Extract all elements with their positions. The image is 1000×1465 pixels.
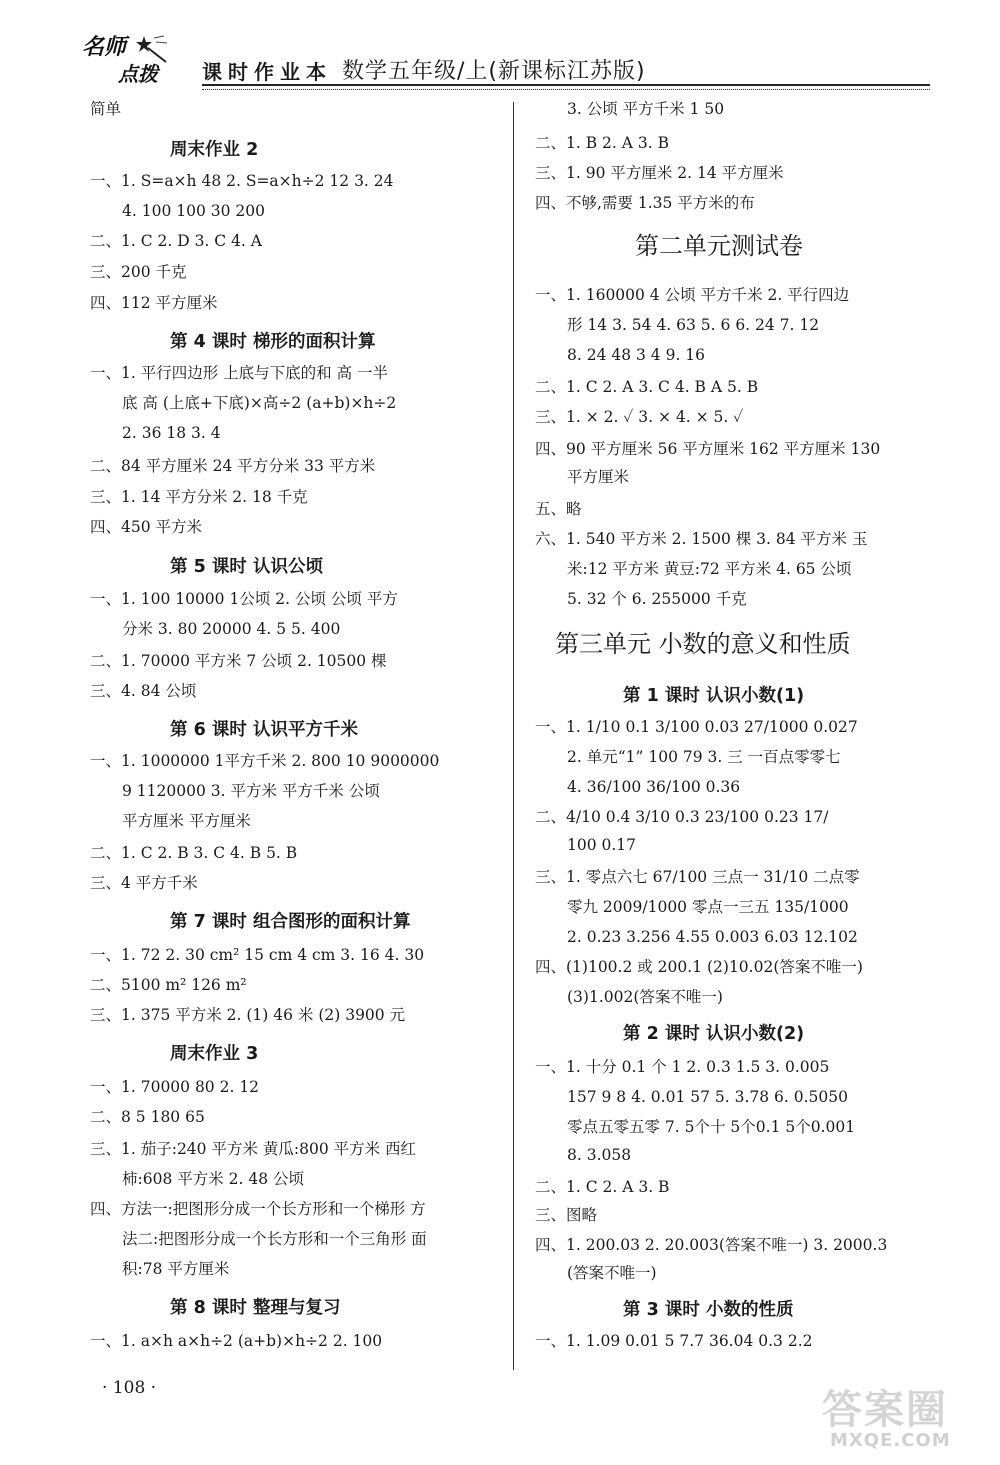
- section-heading: 第 6 课时 认识平方千米: [170, 720, 358, 740]
- section-heading: 第 2 课时 认识小数(2): [623, 1024, 805, 1044]
- answer-line: 一、1. S=a×h 48 2. S=a×h÷2 12 3. 24: [90, 172, 394, 190]
- answer-line: 一、1. 160000 4 公顷 平方千米 2. 平行四边: [535, 286, 850, 304]
- answer-line: 积:78 平方厘米: [122, 1260, 230, 1278]
- answer-line: 米:12 平方米 黄豆:72 平方米 4. 65 公顷: [567, 560, 852, 578]
- answer-line: 4. 36/100 36/100 0.36: [567, 778, 741, 796]
- answer-line: 平方厘米 平方厘米: [122, 812, 251, 830]
- column-divider: [513, 102, 514, 1370]
- answer-line: (答案不唯一): [567, 1264, 657, 1282]
- answer-line: 二、1. B 2. A 3. B: [535, 134, 669, 152]
- answer-line: 三、4 平方千米: [90, 874, 198, 892]
- answer-line: 三、1. 90 平方厘米 2. 14 平方厘米: [535, 164, 784, 182]
- answer-line: 二、1. 70000 平方米 7 公顷 2. 10500 棵: [90, 652, 387, 670]
- answer-line: 8. 3.058: [567, 1146, 632, 1164]
- section-heading: 周末作业 2: [170, 140, 259, 160]
- answer-line: 157 9 8 4. 0.01 57 5. 3.78 6. 0.5050: [567, 1088, 848, 1106]
- watermark: [822, 1378, 982, 1454]
- logo-text-2: 点拨: [118, 62, 158, 86]
- answer-line: 一、1. 1.09 0.01 5 7.7 36.04 0.3 2.2: [535, 1332, 813, 1350]
- answer-line: 形 14 3. 54 4. 63 5. 6 6. 24 7. 12: [567, 316, 820, 334]
- answer-line: 三、1. 375 平方米 2. (1) 46 米 (2) 3900 元: [90, 1006, 406, 1024]
- answer-line: 9 1120000 3. 平方米 平方千米 公顷: [122, 782, 380, 800]
- answer-line: 2. 36 18 3. 4: [122, 424, 221, 442]
- answer-line: 三、1. 14 平方分米 2. 18 千克: [90, 488, 308, 506]
- answer-line: 3. 公顷 平方千米 1 50: [567, 100, 725, 118]
- answer-line: 2. 单元“1” 100 79 3. 三 一百点零零七: [567, 748, 841, 766]
- answer-line: 零点五零五零 7. 5个十 5个0.1 5个0.001: [567, 1118, 856, 1136]
- answer-line: 五、略: [535, 500, 582, 518]
- answer-line: 4. 100 100 30 200: [122, 202, 265, 220]
- answer-line: 四、不够,需要 1.35 平方米的布: [535, 194, 755, 212]
- answer-line: 二、8 5 180 65: [90, 1108, 205, 1126]
- answer-line: 一、1. 平行四边形 上底与下底的和 高 一半: [90, 364, 388, 382]
- answer-line: (3)1.002(答案不唯一): [567, 988, 723, 1006]
- answer-line: 一、1. a×h a×h÷2 (a+b)×h÷2 2. 100: [90, 1332, 383, 1350]
- answer-line: 8. 24 48 3 4 9. 16: [567, 346, 706, 364]
- answer-line: 四、450 平方米: [90, 518, 203, 536]
- unit-title: 第二单元测试卷: [635, 232, 803, 260]
- answer-line: 二、1. C 2. A 3. C 4. B A 5. B: [535, 378, 759, 396]
- watermark-url: MXQE.COM: [830, 1430, 951, 1451]
- answer-line: 四、方法一:把图形分成一个长方形和一个梯形 方: [90, 1200, 426, 1218]
- book-title: 数学五年级/上(新课标江苏版): [342, 59, 646, 84]
- page-header: [78, 30, 930, 92]
- answer-line: 5. 32 个 6. 255000 千克: [567, 590, 747, 608]
- answer-line: 一、1. 70000 80 2. 12: [90, 1078, 260, 1096]
- series-title: 课时作业本: [202, 60, 332, 84]
- answer-line: 四、112 平方厘米: [90, 294, 218, 312]
- answer-line: 二、84 平方厘米 24 平方分米 33 平方米: [90, 457, 376, 475]
- publisher-logo: [82, 34, 202, 88]
- section-heading: 周末作业 3: [170, 1044, 259, 1064]
- answer-line: 简单: [90, 100, 122, 118]
- answer-line: 一、1. 1/10 0.1 3/100 0.03 27/1000 0.027: [535, 718, 858, 736]
- header-dotted-rule: [202, 89, 930, 90]
- answer-line: 三、图略: [535, 1206, 598, 1224]
- section-heading: 第 1 课时 认识小数(1): [623, 686, 805, 706]
- answer-line: 四、(1)100.2 或 200.1 (2)10.02(答案不唯一): [535, 958, 863, 976]
- answer-line: 法二:把图形分成一个长方形和一个三角形 面: [122, 1230, 427, 1248]
- answer-line: 一、1. 1000000 1平方千米 2. 800 10 9000000: [90, 752, 440, 770]
- header-rule: [202, 84, 930, 86]
- unit-title: 第三单元 小数的意义和性质: [555, 630, 851, 658]
- answer-line: 二、1. C 2. A 3. B: [535, 1178, 670, 1196]
- page-number: · 108 ·: [102, 1378, 157, 1398]
- star-pen-icon: [134, 34, 168, 64]
- answer-line: 柿:608 平方米 2. 48 公顷: [122, 1170, 305, 1188]
- answer-line: 四、1. 200.03 2. 20.003(答案不唯一) 3. 2000.3: [535, 1236, 888, 1254]
- answer-line: 三、200 千克: [90, 263, 187, 281]
- answer-line: 一、1. 72 2. 30 cm² 15 cm 4 cm 3. 16 4. 30: [90, 946, 425, 964]
- answer-line: 2. 0.23 3.256 4.55 0.003 6.03 12.102: [567, 928, 858, 946]
- section-heading: 第 5 课时 认识公顷: [170, 557, 323, 577]
- section-heading: 第 7 课时 组合图形的面积计算: [170, 912, 411, 932]
- answer-line: 底 高 (上底+下底)×高÷2 (a+b)×h÷2: [122, 394, 397, 412]
- answer-line: 三、1. 茄子:240 平方米 黄瓜:800 平方米 西红: [90, 1140, 417, 1158]
- watermark-logo: 答案圈: [822, 1387, 948, 1433]
- section-heading: 第 8 课时 整理与复习: [170, 1298, 341, 1318]
- answer-line: 二、1. C 2. D 3. C 4. A: [90, 232, 262, 250]
- answer-line: 一、1. 100 10000 1公顷 2. 公顷 公顷 平方: [90, 590, 398, 608]
- answer-line: 分米 3. 80 20000 4. 5 5. 400: [122, 620, 341, 638]
- answer-line: 三、1. × 2. ✓ 3. × 4. × 5. ✓: [535, 408, 744, 426]
- section-heading: 第 4 课时 梯形的面积计算: [170, 332, 376, 352]
- answer-line: 三、1. 零点六七 67/100 三点一 31/10 二点零: [535, 868, 860, 886]
- answer-line: 三、4. 84 公顷: [90, 682, 197, 700]
- answer-line: 二、1. C 2. B 3. C 4. B 5. B: [90, 844, 298, 862]
- answer-line: 二、4/10 0.4 3/10 0.3 23/100 0.23 17/: [535, 808, 829, 826]
- section-heading: 第 3 课时 小数的性质: [623, 1300, 794, 1320]
- answer-line: 100 0.17: [567, 836, 637, 854]
- answer-line: 二、5100 m² 126 m²: [90, 976, 247, 994]
- answer-line: 六、1. 540 平方米 2. 1500 棵 3. 84 平方米 玉: [535, 530, 868, 548]
- answer-line: 一、1. 十分 0.1 个 1 2. 0.3 1.5 3. 0.005: [535, 1058, 830, 1076]
- answer-line: 平方厘米: [567, 468, 630, 486]
- answer-line: 零九 2009/1000 零点一三五 135/1000: [567, 898, 849, 916]
- answer-line: 四、90 平方厘米 56 平方厘米 162 平方厘米 130: [535, 440, 881, 458]
- logo-text-1: 名师: [82, 35, 127, 60]
